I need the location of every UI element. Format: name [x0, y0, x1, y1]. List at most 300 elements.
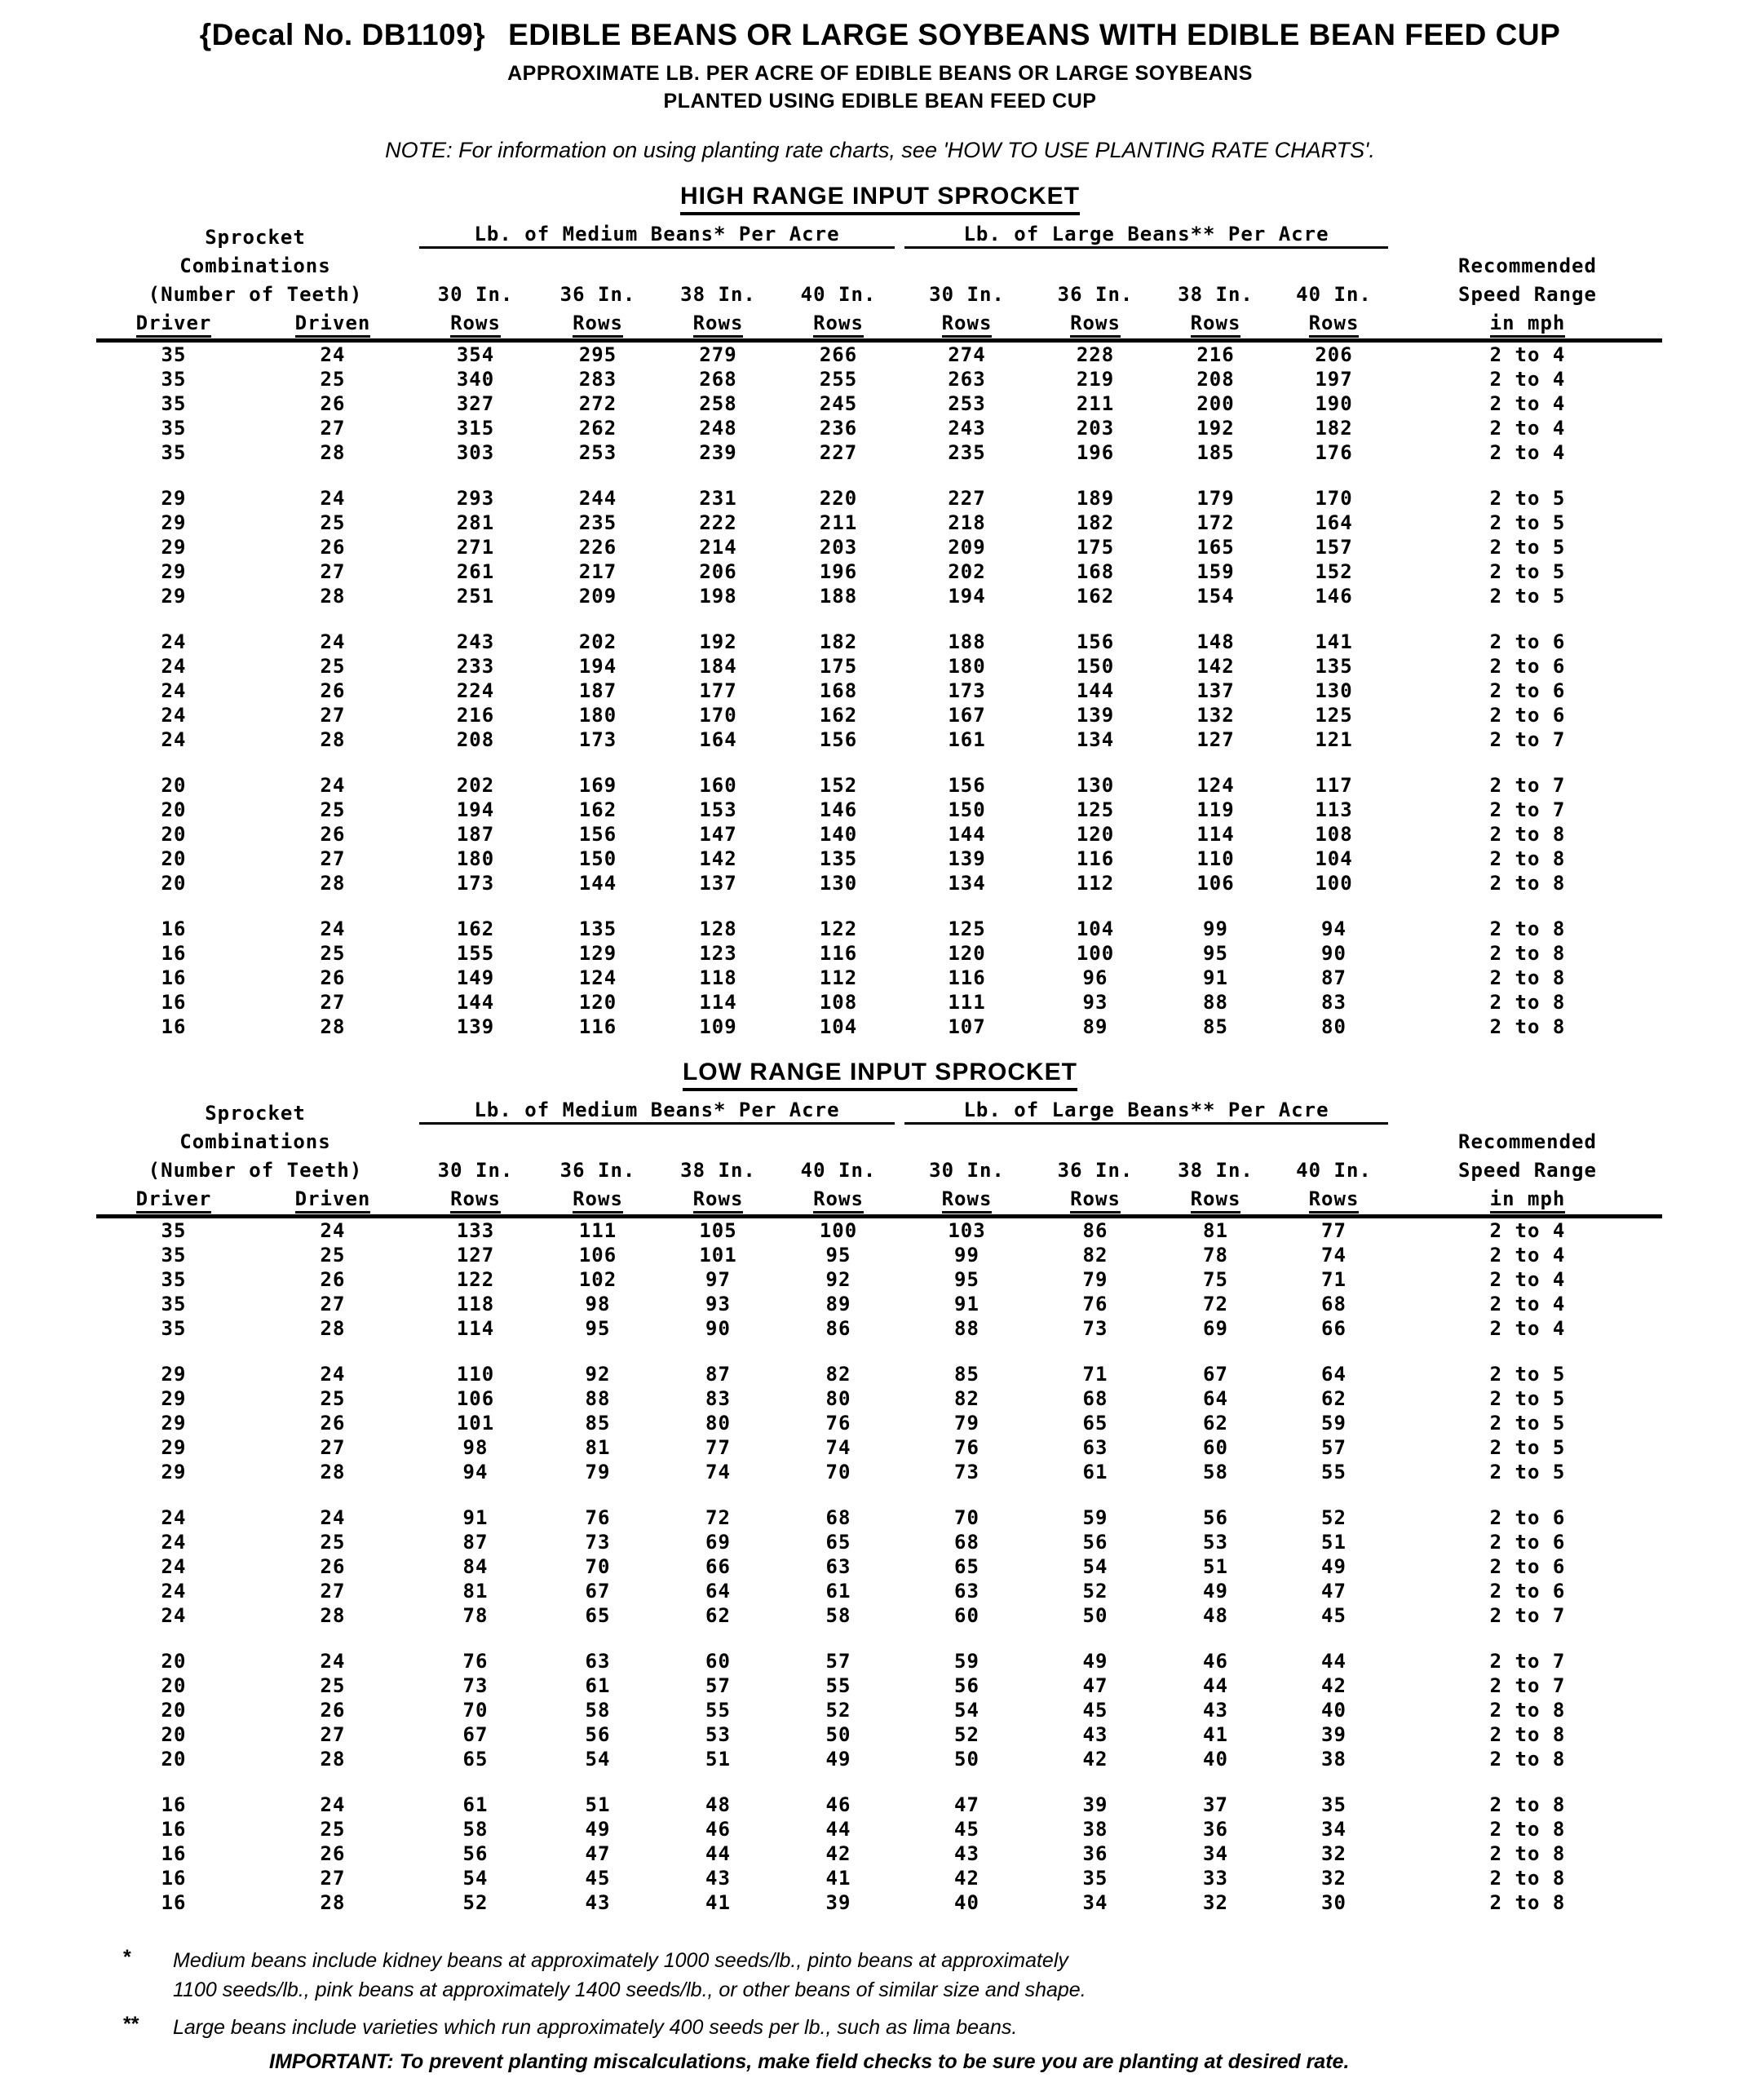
col-header-rows	[1275, 1182, 1393, 1217]
cell: 2 to 5	[1489, 1387, 1566, 1410]
cell: 182	[1076, 511, 1115, 534]
cell: 2 to 7	[1489, 774, 1566, 797]
cell: 27	[320, 1293, 346, 1315]
cell: 20	[161, 823, 187, 846]
cell: 167	[948, 704, 986, 727]
cell: 116	[819, 942, 858, 965]
cell: 47	[954, 1793, 979, 1816]
col-header-driver	[96, 1182, 251, 1217]
cell: 100	[1315, 872, 1353, 895]
cell: 41	[825, 1867, 851, 1890]
cell: 156	[948, 774, 986, 797]
cell: 27	[320, 1867, 346, 1890]
cell: 70	[954, 1506, 979, 1529]
cell: 118	[699, 966, 737, 989]
cell: 16	[161, 991, 187, 1014]
cell: 81	[462, 1580, 489, 1603]
sprocket-header: Sprocket	[205, 1102, 306, 1125]
cell: 218	[948, 511, 986, 534]
cell: 50	[825, 1723, 851, 1746]
cell: 219	[1076, 368, 1115, 391]
cell: 16	[161, 1842, 187, 1865]
cell: 16	[161, 1818, 187, 1841]
rows-label: Rows	[942, 1187, 993, 1214]
cell: 133	[456, 1219, 495, 1242]
cell: 40	[1321, 1699, 1347, 1722]
footnote-large-beans	[122, 2013, 1760, 2042]
cell: 198	[699, 585, 737, 608]
cell: 110	[1196, 847, 1235, 870]
cell: 211	[819, 511, 858, 534]
table-row	[96, 1554, 1662, 1579]
cell: 261	[456, 560, 495, 583]
cell: 220	[819, 487, 858, 510]
cell: 73	[954, 1461, 979, 1483]
cell: 66	[1321, 1317, 1347, 1340]
cell: 135	[819, 847, 858, 870]
col-header-rows	[414, 1182, 537, 1217]
cell: 162	[456, 917, 495, 940]
table-row	[96, 990, 1662, 1015]
cell: 114	[699, 991, 737, 1014]
table-row	[96, 1243, 1662, 1267]
cell: 104	[1315, 847, 1353, 870]
cell: 88	[1203, 991, 1228, 1014]
cell: 175	[1076, 536, 1115, 559]
cell: 65	[585, 1604, 611, 1627]
rows-label: Rows	[1070, 1187, 1121, 1214]
table-row	[96, 391, 1662, 416]
cell: 354	[456, 343, 495, 366]
table-row	[96, 1649, 1662, 1673]
table-row	[96, 1673, 1662, 1698]
cell: 155	[456, 942, 495, 965]
cell: 27	[320, 1436, 346, 1459]
cell: 26	[320, 536, 346, 559]
cell: 303	[456, 441, 495, 464]
cell: 86	[825, 1317, 851, 1340]
cell: 28	[320, 1317, 346, 1340]
cell: 58	[585, 1699, 611, 1722]
cell: 33	[1203, 1867, 1228, 1890]
group-gap	[96, 1771, 1662, 1793]
cell: 62	[1203, 1412, 1228, 1435]
col-header-rows	[1034, 306, 1156, 341]
cell: 244	[578, 487, 617, 510]
cell: 112	[819, 966, 858, 989]
col-header-speed	[1393, 1182, 1662, 1217]
high-range-heading-text: HIGH RANGE INPUT SPROCKET	[680, 183, 1080, 215]
table-row	[96, 367, 1662, 391]
cell: 50	[1082, 1604, 1108, 1627]
cell: 194	[456, 798, 495, 821]
col-header-inches: 30 In.	[437, 1159, 514, 1182]
footnote-marker: *	[122, 1946, 130, 1969]
table-row	[96, 1267, 1662, 1292]
cell: 2 to 5	[1489, 511, 1566, 534]
cell: 85	[585, 1412, 611, 1435]
cell: 80	[1321, 1015, 1347, 1038]
cell: 24	[161, 1531, 187, 1554]
cell: 293	[456, 487, 495, 510]
cell: 27	[320, 1580, 346, 1603]
cell: 27	[320, 847, 346, 870]
table-row	[96, 727, 1662, 752]
cell: 25	[320, 368, 346, 391]
cell: 24	[161, 1580, 187, 1603]
cell: 52	[825, 1699, 851, 1722]
cell: 106	[1196, 872, 1235, 895]
cell: 56	[954, 1674, 979, 1697]
cell: 76	[954, 1436, 979, 1459]
col-header-inches: 40 In.	[1296, 1159, 1372, 1182]
cell: 44	[1203, 1674, 1228, 1697]
cell: 89	[1082, 1015, 1108, 1038]
group-gap	[96, 608, 1662, 630]
cell: 86	[1082, 1219, 1108, 1242]
cell: 2 to 8	[1489, 1793, 1566, 1816]
cell: 114	[456, 1317, 495, 1340]
cell: 100	[819, 1219, 858, 1242]
cell: 20	[161, 798, 187, 821]
cell: 60	[705, 1650, 731, 1673]
cell: 20	[161, 1723, 187, 1746]
col-header-rows	[900, 1182, 1034, 1217]
col-header-rows	[1034, 1182, 1156, 1217]
cell: 24	[320, 774, 346, 797]
cell: 209	[578, 585, 617, 608]
cell: 24	[161, 1506, 187, 1529]
cell: 29	[161, 1436, 187, 1459]
cell: 2 to 4	[1489, 1219, 1566, 1242]
cell: 340	[456, 368, 495, 391]
cell: 189	[1076, 487, 1115, 510]
cell: 29	[161, 1461, 187, 1483]
cell: 76	[462, 1650, 489, 1673]
cell: 128	[699, 917, 737, 940]
cell: 182	[819, 630, 858, 653]
large-beans-title: Lb. of Large Beans** Per Acre	[904, 223, 1388, 249]
table-row	[96, 1793, 1662, 1817]
in-mph-label: in mph	[1490, 312, 1566, 338]
cell: 251	[456, 585, 495, 608]
cell: 82	[954, 1387, 979, 1410]
rows-label: Rows	[1191, 312, 1241, 338]
cell: 161	[948, 728, 986, 751]
col-header-driver	[96, 306, 251, 341]
cell: 59	[1082, 1506, 1108, 1529]
cell: 78	[462, 1604, 489, 1627]
table-row	[96, 1817, 1662, 1841]
col-header-inches: 30 In.	[929, 1159, 1005, 1182]
table-row	[96, 1530, 1662, 1554]
col-header-inches: 38 In.	[1178, 283, 1254, 306]
cell: 46	[705, 1818, 731, 1841]
medium-beans-title: Lb. of Medium Beans* Per Acre	[419, 1099, 895, 1125]
cell: 2 to 7	[1489, 798, 1566, 821]
cell: 32	[1321, 1867, 1347, 1890]
cell: 68	[954, 1531, 979, 1554]
cell: 34	[1321, 1818, 1347, 1841]
cell: 24	[161, 1604, 187, 1627]
cell: 93	[1082, 991, 1108, 1014]
footnote-line: 1100 seeds/lb., pink beans at approximately 1400 seeds/lb., or other beans of similar size and shape.	[173, 1978, 1086, 2001]
cell: 130	[1315, 679, 1353, 702]
col-header-rows	[1156, 306, 1275, 341]
cell: 2 to 8	[1489, 942, 1566, 965]
cell: 16	[161, 1015, 187, 1038]
cell: 93	[705, 1293, 731, 1315]
cell: 57	[705, 1674, 731, 1697]
cell: 81	[1203, 1219, 1228, 1242]
cell: 144	[948, 823, 986, 846]
cell: 44	[825, 1818, 851, 1841]
cell: 2 to 6	[1489, 1555, 1566, 1578]
cell: 64	[1321, 1363, 1347, 1386]
cell: 47	[585, 1842, 611, 1865]
cell: 2 to 8	[1489, 1723, 1566, 1746]
cell: 102	[578, 1268, 617, 1291]
cell: 87	[705, 1363, 731, 1386]
cell: 76	[825, 1412, 851, 1435]
cell: 45	[1082, 1699, 1108, 1722]
cell: 192	[699, 630, 737, 653]
cell: 106	[578, 1244, 617, 1267]
cell: 2 to 6	[1489, 704, 1566, 727]
cell: 26	[320, 1842, 346, 1865]
col-header-rows	[537, 306, 659, 341]
cell: 135	[1315, 655, 1353, 678]
col-header-rows	[537, 1182, 659, 1217]
cell: 258	[699, 392, 737, 415]
cell: 94	[462, 1461, 489, 1483]
cell: 26	[320, 823, 346, 846]
cell: 156	[578, 823, 617, 846]
cell: 243	[948, 417, 986, 440]
cell: 77	[705, 1436, 731, 1459]
footnotes	[122, 1946, 1760, 2074]
table-row	[96, 1841, 1662, 1866]
cell: 208	[1196, 368, 1235, 391]
in-mph-label: in mph	[1490, 1187, 1566, 1214]
cell: 173	[456, 872, 495, 895]
cell: 80	[825, 1387, 851, 1410]
cell: 197	[1315, 368, 1353, 391]
cell: 120	[578, 991, 617, 1014]
cell: 122	[819, 917, 858, 940]
cell: 76	[1082, 1293, 1108, 1315]
cell: 43	[954, 1842, 979, 1865]
group-gap	[96, 1628, 1662, 1649]
cell: 111	[948, 991, 986, 1014]
cell: 72	[1203, 1293, 1228, 1315]
cell: 52	[1321, 1506, 1347, 1529]
cell: 2 to 6	[1489, 630, 1566, 653]
cell: 121	[1315, 728, 1353, 751]
cell: 116	[948, 966, 986, 989]
cell: 203	[819, 536, 858, 559]
table-row	[96, 416, 1662, 440]
cell: 41	[1203, 1723, 1228, 1746]
driven-label: Driven	[295, 312, 371, 338]
cell: 68	[1082, 1387, 1108, 1410]
table-row	[96, 535, 1662, 559]
cell: 231	[699, 487, 737, 510]
cell: 253	[948, 392, 986, 415]
cell: 239	[699, 441, 737, 464]
cell: 168	[1076, 560, 1115, 583]
sprocket-header: (Number of Teeth)	[148, 283, 363, 306]
cell: 200	[1196, 392, 1235, 415]
cell: 24	[161, 728, 187, 751]
cell: 49	[1082, 1650, 1108, 1673]
cell: 25	[320, 1244, 346, 1267]
cell: 2 to 7	[1489, 1604, 1566, 1627]
cell: 56	[462, 1842, 489, 1865]
table-row	[96, 654, 1662, 679]
table-row	[96, 1890, 1662, 1915]
cell: 2 to 6	[1489, 679, 1566, 702]
sprocket-header: Combinations	[179, 254, 331, 277]
cell: 43	[1203, 1699, 1228, 1722]
cell: 245	[819, 392, 858, 415]
cell: 100	[1076, 942, 1115, 965]
cell: 54	[462, 1867, 489, 1890]
cell: 20	[161, 1674, 187, 1697]
cell: 113	[1315, 798, 1353, 821]
cell: 36	[1082, 1842, 1108, 1865]
cell: 82	[1082, 1244, 1108, 1267]
rows-label: Rows	[573, 312, 623, 338]
cell: 20	[161, 1699, 187, 1722]
cell: 248	[699, 417, 737, 440]
cell: 69	[1203, 1317, 1228, 1340]
cell: 71	[1321, 1268, 1347, 1291]
cell: 110	[456, 1363, 495, 1386]
cell: 216	[456, 704, 495, 727]
cell: 16	[161, 966, 187, 989]
cell: 48	[705, 1793, 731, 1816]
cell: 108	[819, 991, 858, 1014]
cell: 206	[1315, 343, 1353, 366]
cell: 112	[1076, 872, 1115, 895]
cell: 90	[1321, 942, 1347, 965]
cell: 24	[320, 630, 346, 653]
cell: 83	[705, 1387, 731, 1410]
cell: 162	[819, 704, 858, 727]
col-header-inches: 40 In.	[800, 1159, 877, 1182]
cell: 73	[1082, 1317, 1108, 1340]
cell: 208	[456, 728, 495, 751]
empty-header-cell	[414, 1125, 900, 1153]
cell: 36	[1203, 1818, 1228, 1841]
cell: 91	[1203, 966, 1228, 989]
cell: 16	[161, 1793, 187, 1816]
cell: 150	[1076, 655, 1115, 678]
cell: 42	[1321, 1674, 1347, 1697]
cell: 24	[161, 655, 187, 678]
table-row	[96, 847, 1662, 871]
cell: 266	[819, 343, 858, 366]
cell: 61	[1082, 1461, 1108, 1483]
driven-label: Driven	[295, 1187, 371, 1214]
high-range-table-container	[0, 220, 1760, 1039]
cell: 27	[320, 704, 346, 727]
footnote-marker: **	[122, 2013, 139, 2036]
cell: 74	[825, 1436, 851, 1459]
cell: 144	[1076, 679, 1115, 702]
cell: 79	[1082, 1268, 1108, 1291]
cell: 2 to 6	[1489, 1580, 1566, 1603]
sprocket-header: Sprocket	[205, 226, 306, 249]
cell: 109	[699, 1015, 737, 1038]
cell: 2 to 7	[1489, 1650, 1566, 1673]
cell: 51	[705, 1748, 731, 1771]
cell: 29	[161, 560, 187, 583]
cell: 68	[825, 1506, 851, 1529]
cell: 61	[585, 1674, 611, 1697]
cell: 190	[1315, 392, 1353, 415]
group-gap	[96, 1341, 1662, 1362]
cell: 101	[699, 1244, 737, 1267]
cell: 91	[954, 1293, 979, 1315]
cell: 150	[948, 798, 986, 821]
cell: 40	[954, 1891, 979, 1914]
cell: 152	[1315, 560, 1353, 583]
cell: 188	[819, 585, 858, 608]
cell: 134	[948, 872, 986, 895]
col-header-rows	[900, 306, 1034, 341]
cell: 35	[161, 417, 187, 440]
cell: 142	[1196, 655, 1235, 678]
cell: 175	[819, 655, 858, 678]
cell: 28	[320, 872, 346, 895]
cell: 37	[1203, 1793, 1228, 1816]
cell: 140	[819, 823, 858, 846]
cell: 2 to 4	[1489, 441, 1566, 464]
cell: 169	[578, 774, 617, 797]
cell: 85	[1203, 1015, 1228, 1038]
cell: 123	[699, 942, 737, 965]
large-beans-group-header	[900, 220, 1393, 249]
cell: 2 to 5	[1489, 487, 1566, 510]
cell: 59	[954, 1650, 979, 1673]
cell: 253	[578, 441, 617, 464]
cell: 70	[462, 1699, 489, 1722]
cell: 62	[1321, 1387, 1347, 1410]
cell: 49	[1203, 1580, 1228, 1603]
cell: 20	[161, 1650, 187, 1673]
cell: 165	[1196, 536, 1235, 559]
cell: 91	[462, 1506, 489, 1529]
cell: 2 to 8	[1489, 1867, 1566, 1890]
table-row	[96, 941, 1662, 966]
cell: 120	[1076, 823, 1115, 846]
cell: 26	[320, 1412, 346, 1435]
table-row	[96, 486, 1662, 511]
cell: 152	[819, 774, 858, 797]
col-header-inches: 38 In.	[680, 283, 756, 306]
cell: 101	[456, 1412, 495, 1435]
cell: 130	[1076, 774, 1115, 797]
cell: 24	[320, 487, 346, 510]
cell: 74	[1321, 1244, 1347, 1267]
cell: 24	[320, 1506, 346, 1529]
cell: 35	[161, 1317, 187, 1340]
cell: 125	[1076, 798, 1115, 821]
cell: 43	[1082, 1723, 1108, 1746]
large-beans-title: Lb. of Large Beans** Per Acre	[904, 1099, 1388, 1125]
